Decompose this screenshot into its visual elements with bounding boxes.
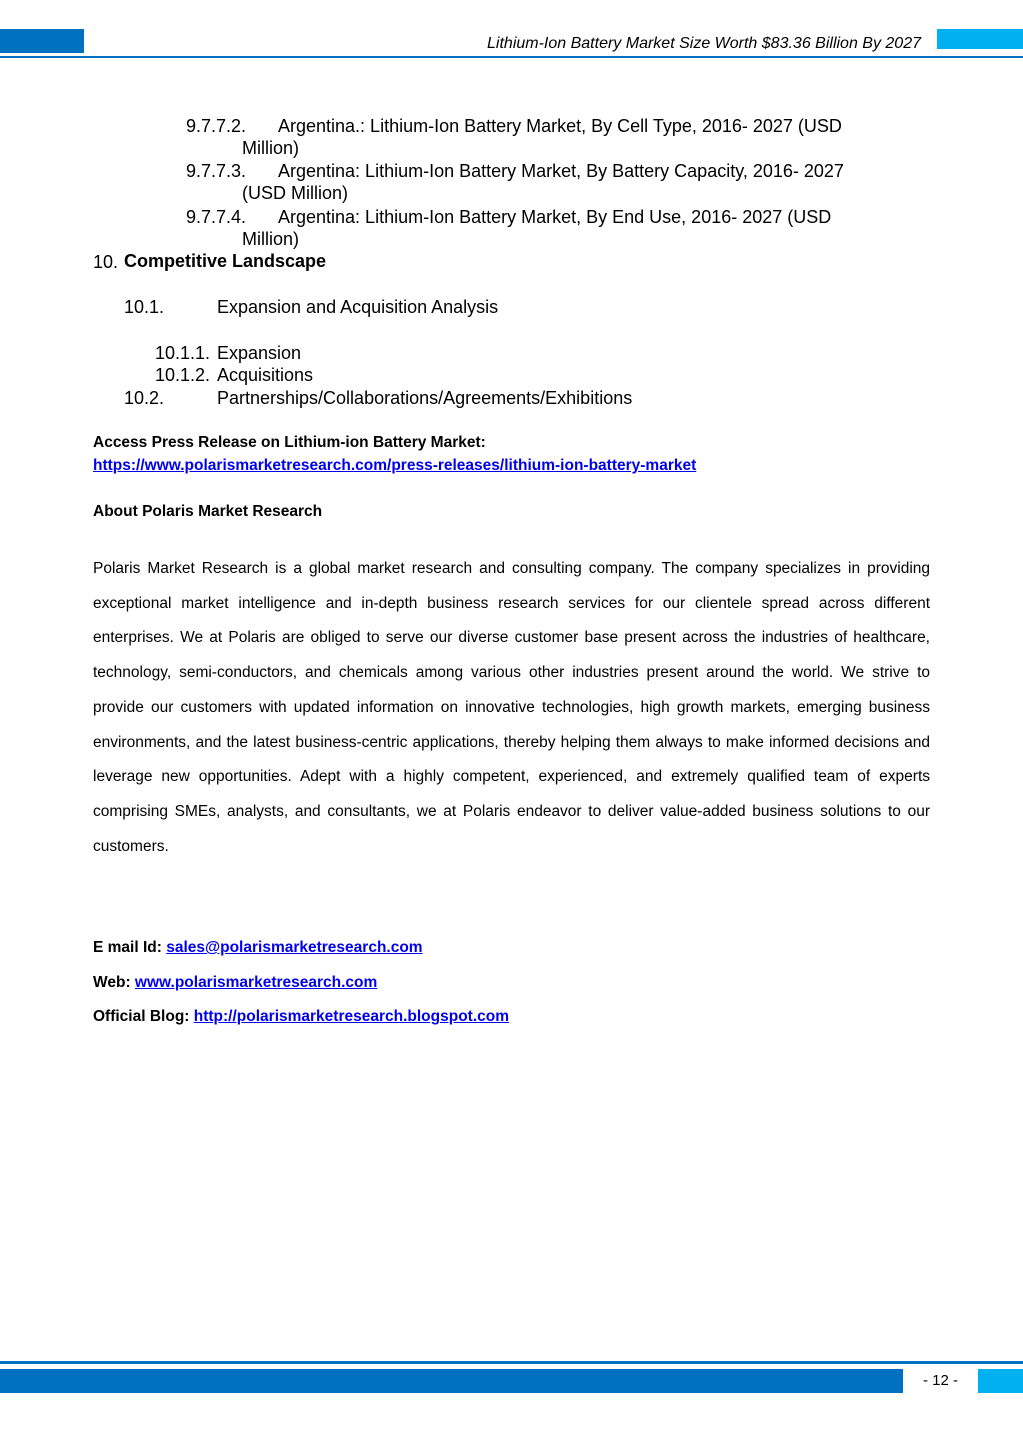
header-accent-left (0, 29, 84, 53)
toc-item-text: Argentina.: Lithium-Ion Battery Market, By Cell Type, 2016- 2027 (USD (278, 116, 842, 136)
toc-section-title: Competitive Landscape (124, 251, 327, 271)
header-accent-right (937, 29, 1023, 49)
footer-divider (0, 1361, 1023, 1364)
toc-item-text-cont: (USD Million) (242, 183, 349, 203)
toc-section-num: 10. (93, 252, 119, 272)
contact-blog (93, 1008, 509, 1026)
toc-item-text-cont: Million) (242, 229, 300, 249)
blog-label: Official Blog: (93, 1008, 190, 1025)
toc-item-num: 9.7.7.2. (186, 116, 247, 136)
web-link[interactable]: www.polarismarketresearch.com (134, 974, 378, 991)
toc-item-text-cont: Million) (242, 138, 300, 158)
toc-item-num: 9.7.7.4. (186, 207, 247, 227)
toc-item-text: Acquisitions (217, 365, 314, 385)
email-label: E mail Id: (93, 939, 162, 956)
web-label: Web: (93, 974, 131, 991)
about-heading: About Polaris Market Research (93, 503, 323, 520)
contact-email (93, 939, 423, 957)
toc-item-num: 9.7.7.3. (186, 161, 247, 181)
toc-item-num: 10.1.1. (155, 343, 211, 363)
page-number: - 12 - (922, 1372, 958, 1389)
toc-item-num: 10.1.2. (155, 365, 211, 385)
toc-subsection-title: Expansion and Acquisition Analysis (217, 297, 499, 317)
toc-item-text: Expansion (217, 343, 302, 363)
toc-subsection-num: 10.1. (124, 297, 165, 317)
toc-item-text: Argentina: Lithium-Ion Battery Market, By End Use, 2016- 2027 (USD (278, 207, 832, 227)
blog-link[interactable]: http://polarismarketresearch.blogspot.com (193, 1008, 510, 1025)
footer-accent-right (978, 1369, 1023, 1393)
press-release-link[interactable]: https://www.polarismarketresearch.com/press-releases/lithium-ion-battery-market (93, 457, 697, 474)
toc-subsection-title: Partnerships/Collaborations/Agreements/Exhibitions (217, 388, 633, 408)
contact-web (93, 974, 377, 992)
toc-subsection-num: 10.2. (124, 388, 165, 408)
toc-item-text: Argentina: Lithium-Ion Battery Market, By Battery Capacity, 2016- 2027 (278, 161, 844, 181)
email-link[interactable]: sales@polarismarketresearch.com (166, 939, 423, 956)
header-title: Lithium-Ion Battery Market Size Worth $83.36 Billion By 2027 (487, 35, 921, 52)
press-release-label: Access Press Release on Lithium-ion Battery Market: (93, 434, 486, 451)
about-paragraph: Polaris Market Research is a global market research and consulting company. The company specializes in providing exceptional market intelligence and in-depth business research services for our clientele spread across different enterprises. We at Polaris are obliged to serve our diverse customer base present across the industries of healthcare, technology, semi-conductors, and chemicals among various other industries present around the world. We strive to provide our customers with updated information on innovative technologies, high growth markets, emerging business environments, and the latest business-centric applications, thereby helping them always to make informed decisions and leverage new opportunities. Adept with a highly competent, experienced, and extremely qualified team of experts comprising SMEs, analysts, and consultants, we at Polaris endeavor to deliver value-added business solutions to our customers. (93, 560, 930, 855)
header-divider (0, 56, 1023, 58)
footer-accent-left (0, 1369, 903, 1393)
